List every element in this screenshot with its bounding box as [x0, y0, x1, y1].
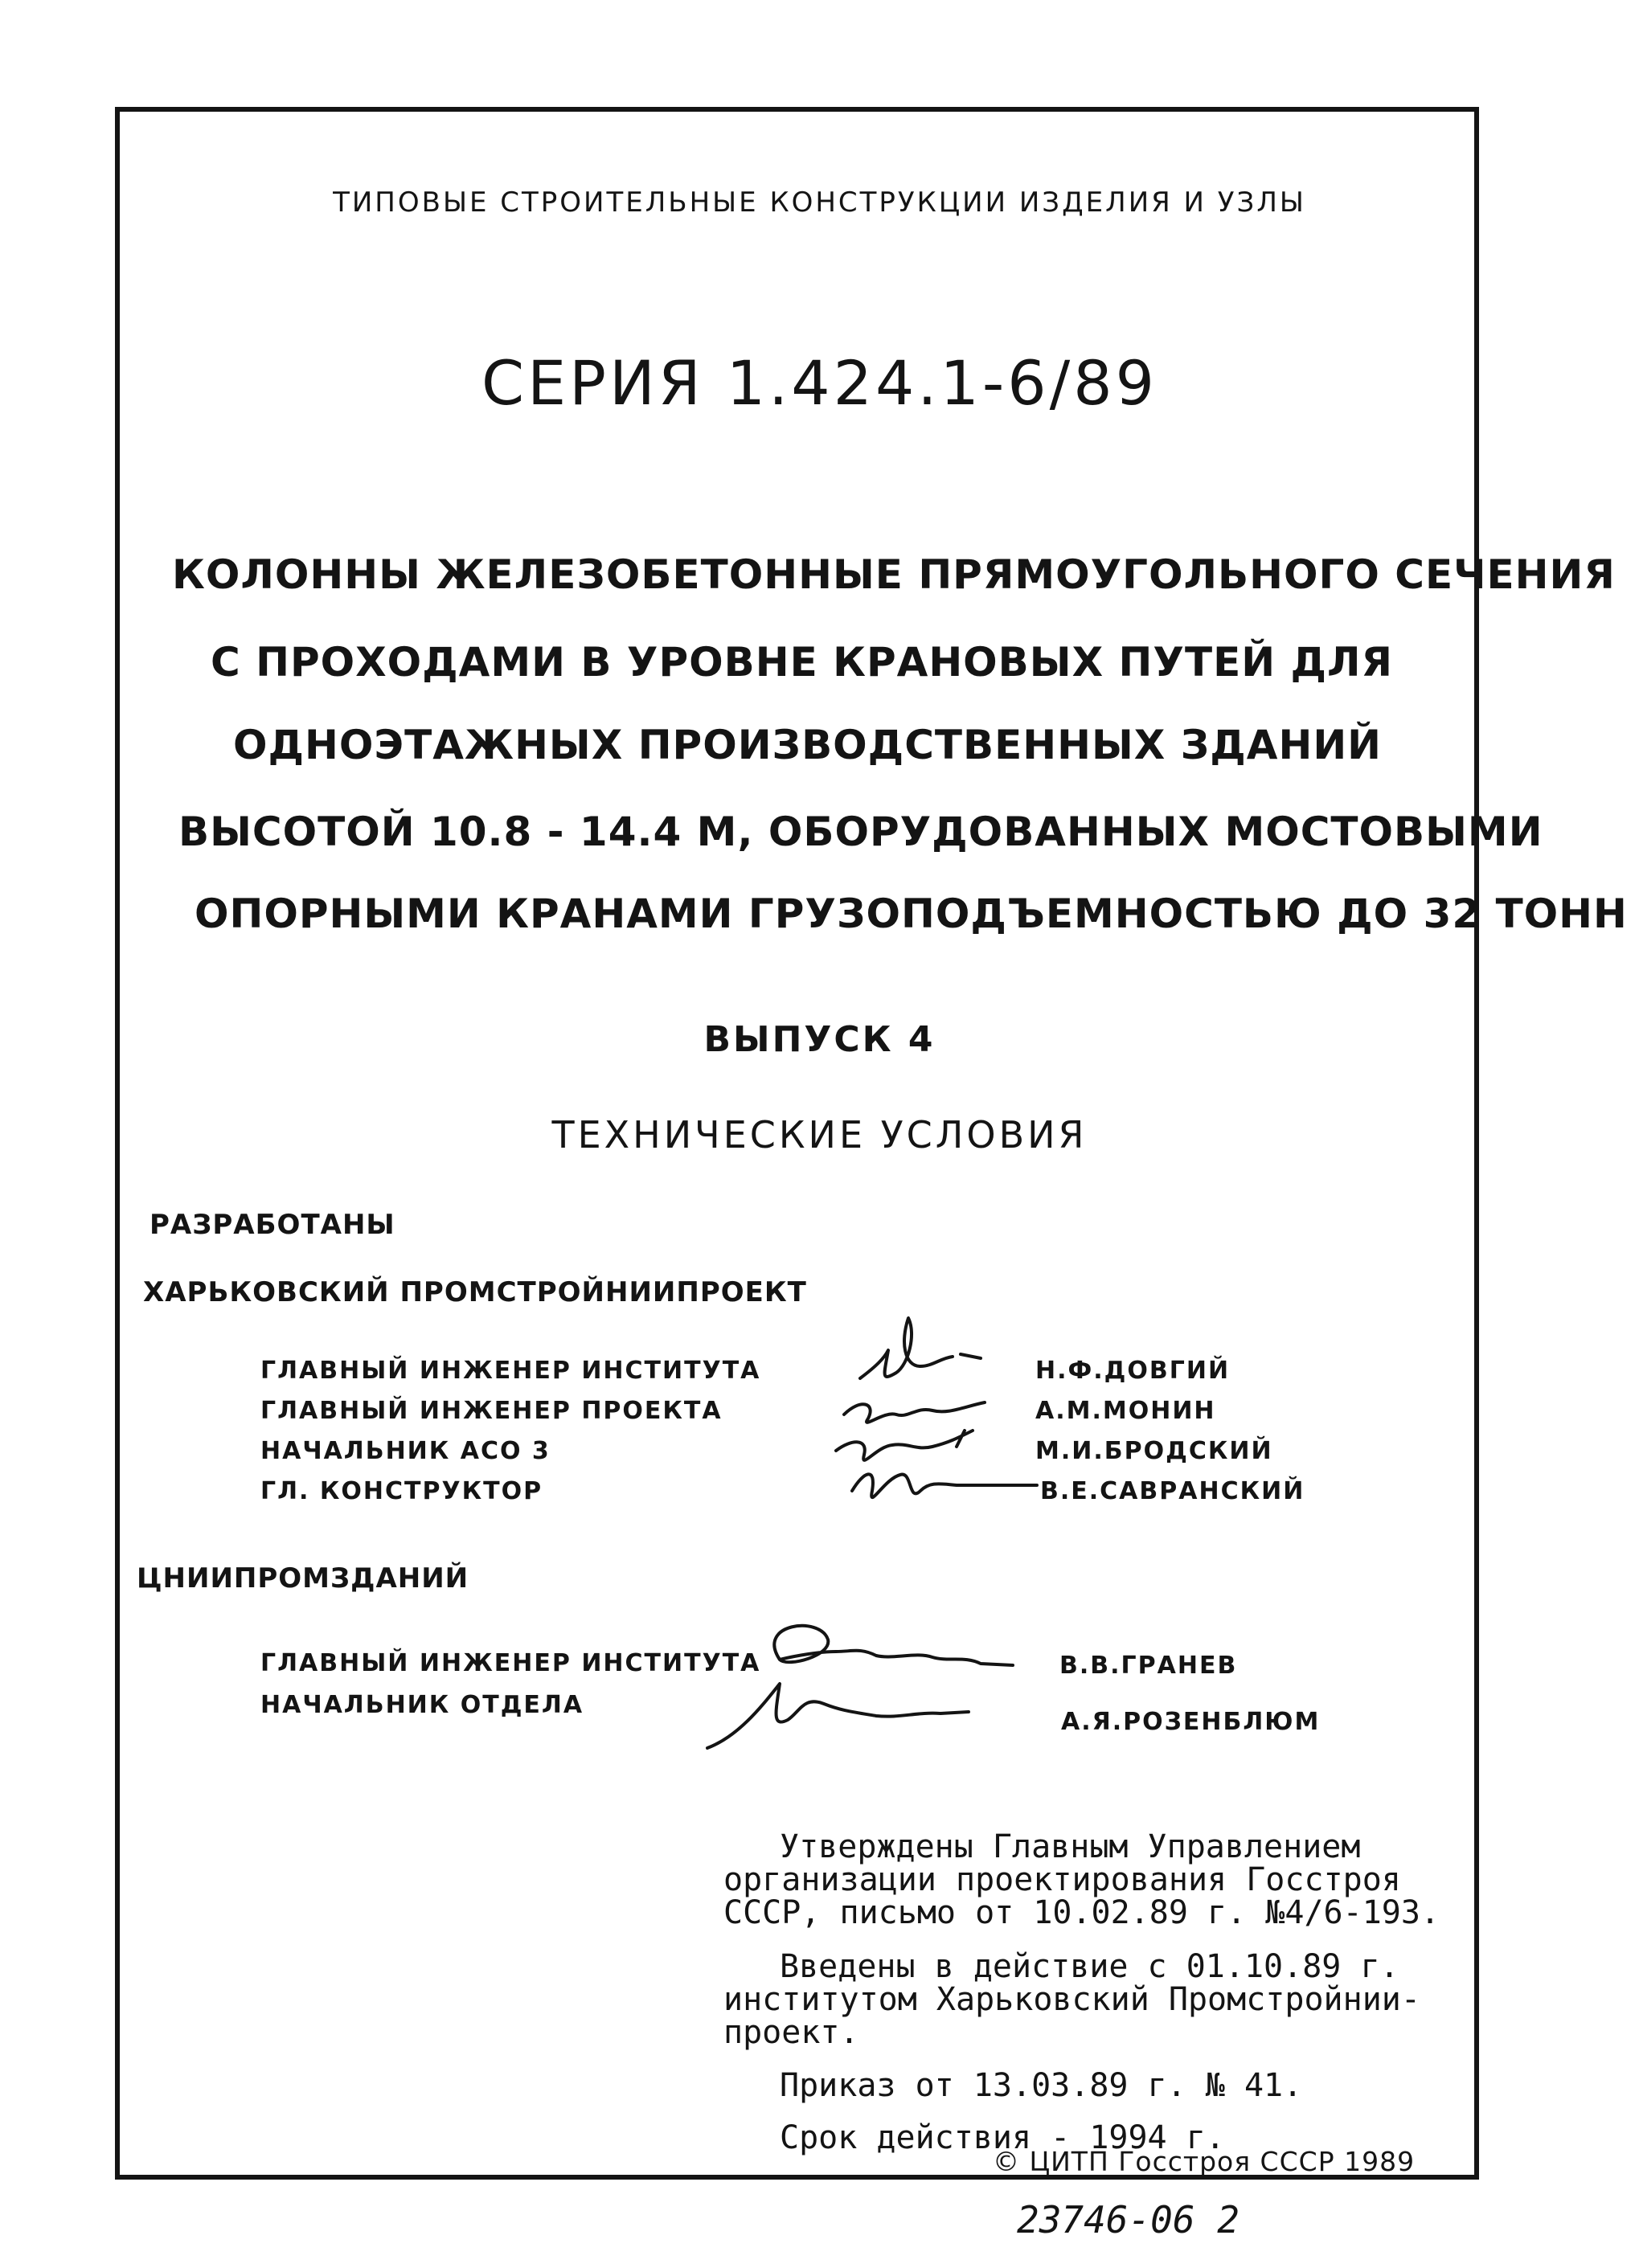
- series-title: СЕРИЯ 1.424.1-6/89: [481, 347, 1158, 419]
- org2-position-1: ГЛАВНЫЙ ИНЖЕНЕР ИНСТИТУТА: [260, 1649, 761, 1677]
- org2-name: ЦНИИПРОМЗДАНИЙ: [137, 1562, 469, 1595]
- title-line-5: ОПОРНЫМИ КРАНАМИ ГРУЗОПОДЪЕМНОСТЬЮ ДО 32 ТОНН: [195, 890, 1628, 937]
- org1-person-4: В.Е.САВРАНСКИЙ: [1040, 1477, 1305, 1505]
- approval-line-1: Утверждены Главным Управлением: [780, 1828, 1361, 1865]
- org1-position-1: ГЛАВНЫЙ ИНЖЕНЕР ИНСТИТУТА: [260, 1357, 761, 1385]
- approval-line-3: СССР, письмо от 10.02.89 г. №4/6-193.: [723, 1894, 1440, 1931]
- title-line-3: ОДНОЭТАЖНЫХ ПРОИЗВОДСТВЕННЫХ ЗДАНИЙ: [233, 722, 1383, 768]
- issue-number: ВЫПУСК 4: [703, 1019, 936, 1060]
- org1-position-4: ГЛ. КОНСТРУКТОР: [260, 1477, 543, 1505]
- org1-person-2: А.М.МОНИН: [1035, 1397, 1216, 1425]
- org2-person-1: В.В.ГРАНЕВ: [1059, 1652, 1238, 1680]
- org1-position-2: ГЛАВНЫЙ ИНЖЕНЕР ПРОЕКТА: [260, 1397, 723, 1425]
- document-subject: ТЕХНИЧЕСКИЕ УСЛОВИЯ: [551, 1113, 1088, 1157]
- copyright-stamp: © ЦИТП Госстроя СССР 1989: [993, 2146, 1416, 2177]
- org2-position-2: НАЧАЛЬНИК ОТДЕЛА: [260, 1691, 584, 1719]
- approval-line-2: организации проектирования Госстроя: [723, 1861, 1401, 1898]
- org2-signatures: [691, 1607, 1069, 1768]
- org1-position-3: НАЧАЛЬНИК АСО 3: [260, 1437, 551, 1465]
- approval-line-8: Срок действия - 1994 г.: [780, 2119, 1225, 2156]
- org1-signatures: [820, 1310, 1045, 1535]
- approval-line-4: Введены в действие с 01.10.89 г.: [780, 1948, 1399, 1985]
- approval-line-5: институтом Харьковский Промстройнии-: [723, 1981, 1420, 2018]
- developed-label: РАЗРАБОТАНЫ: [150, 1209, 395, 1241]
- org1-person-1: Н.Ф.ДОВГИЙ: [1035, 1357, 1231, 1385]
- title-line-1: КОЛОННЫ ЖЕЛЕЗОБЕТОННЫЕ ПРЯМОУГОЛЬНОГО СЕЧЕНИЯ: [172, 551, 1616, 598]
- title-line-4: ВЫСОТОЙ 10.8 - 14.4 М, ОБОРУДОВАННЫХ МОСТОВЫМИ: [178, 809, 1543, 855]
- title-line-2: С ПРОХОДАМИ В УРОВНЕ КРАНОВЫХ ПУТЕЙ ДЛЯ: [211, 639, 1394, 686]
- approval-line-7: Приказ от 13.03.89 г. № 41.: [780, 2067, 1303, 2104]
- header-line: ТИПОВЫЕ СТРОИТЕЛЬНЫЕ КОНСТРУКЦИИ ИЗДЕЛИЯ И УЗЛЫ: [333, 186, 1306, 219]
- org2-person-2: А.Я.РОЗЕНБЛЮМ: [1061, 1708, 1321, 1736]
- document-code: 23746-06 2: [1017, 2198, 1239, 2241]
- approval-line-6: проект.: [723, 2014, 859, 2051]
- org1-person-3: М.И.БРОДСКИЙ: [1035, 1437, 1273, 1465]
- org1-name: ХАРЬКОВСКИЙ ПРОМСТРОЙНИИПРОЕКТ: [143, 1276, 807, 1308]
